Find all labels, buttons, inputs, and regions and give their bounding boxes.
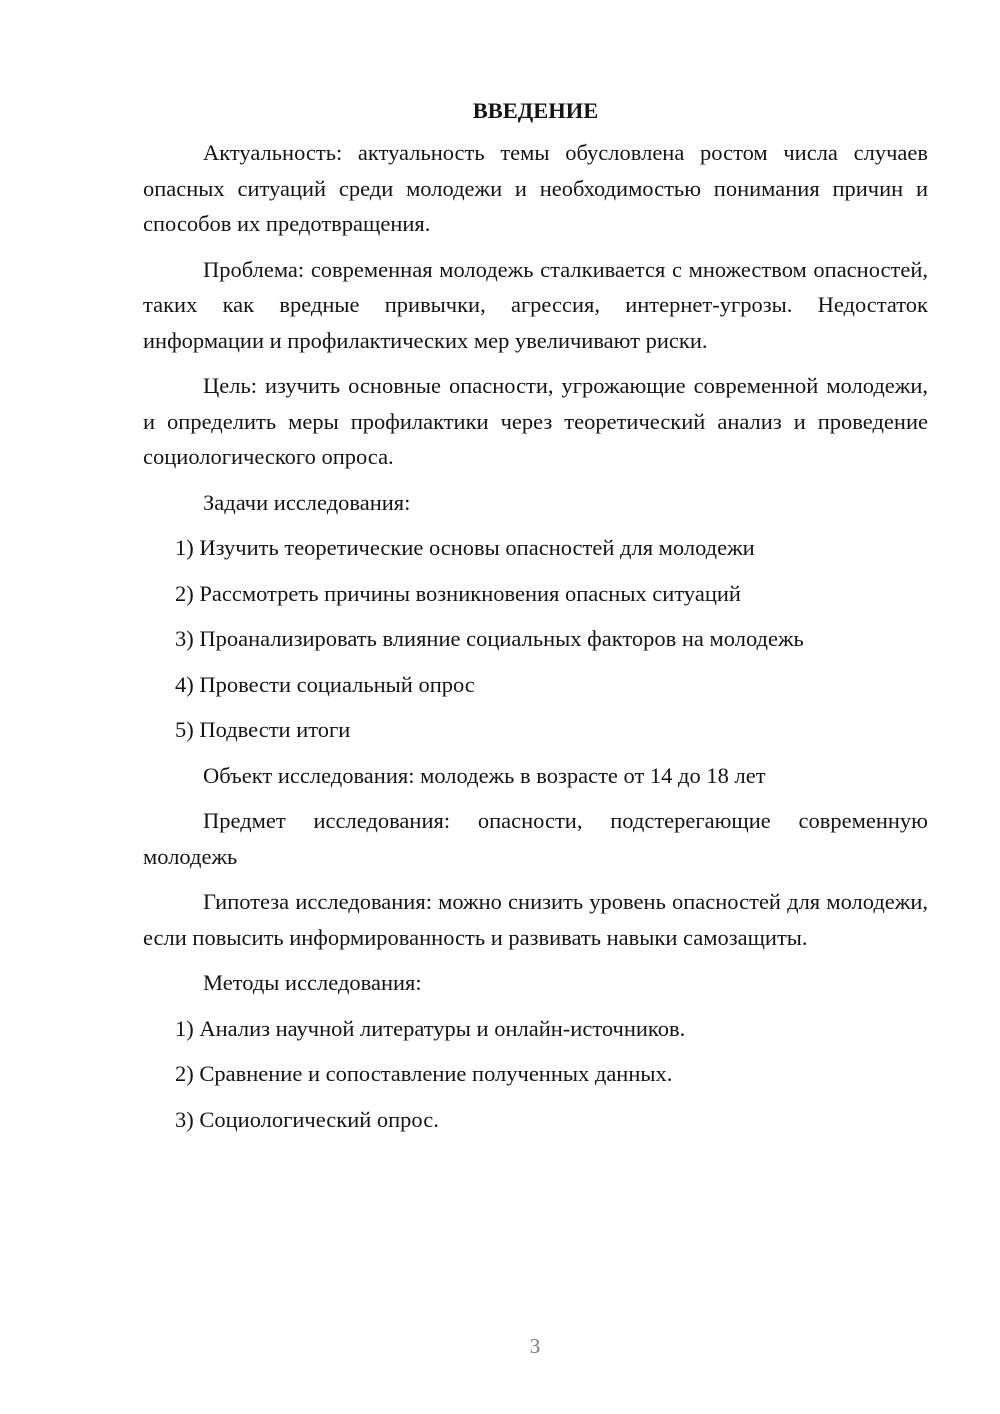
task-item: 4) Провести социальный опрос xyxy=(175,671,475,697)
method-item: 1) Анализ научной литературы и онлайн-источников. xyxy=(175,1015,686,1041)
object-paragraph: Объект исследования: молодежь в возрасте от 14 до 18 лет xyxy=(203,762,766,788)
task-item: 2) Рассмотреть причины возникновения опасных ситуаций xyxy=(175,580,741,606)
method-item: 2) Сравнение и сопоставление полученных данных. xyxy=(175,1061,673,1086)
task-item: 5) Подвести итоги xyxy=(175,717,351,742)
subject-paragraph: Предмет исследования: опасности, подстерегающие современную молодежь xyxy=(143,808,928,869)
hypothesis-paragraph: Гипотеза исследования: можно снизить уровень опасностей для молодежи, если повысить информированность и развивать навыки самозащиты. xyxy=(143,889,928,950)
page-number: 3 xyxy=(529,1334,541,1358)
relevance-paragraph: Актуальность: актуальность темы обусловлена ростом числа случаев опасных ситуаций среди молодежи и необходимостью понимания причин и способов их предотвращения. xyxy=(143,140,928,236)
goal-paragraph: Цель: изучить основные опасности, угрожающие современной молодежи, и определить меры профилактики через теоретический анализ и проведение социологического опроса. xyxy=(143,373,928,469)
methods-title: Методы исследования: xyxy=(203,970,422,995)
task-item: 3) Проанализировать влияние социальных факторов на молодежь xyxy=(175,626,804,651)
problem-paragraph: Проблема: современная молодежь сталкивается с множеством опасностей, таких как вредные привычки, агрессия, интернет-угрозы. Недостаток информации и профилактических мер увеличивают риски. xyxy=(143,256,928,353)
task-item: 1) Изучить теоретические основы опасностей для молодежи xyxy=(175,535,755,560)
tasks-title: Задачи исследования: xyxy=(203,489,411,515)
section-heading: ВВЕДЕНИЕ xyxy=(472,98,599,123)
page-content xyxy=(143,93,928,1147)
method-item: 3) Социологический опрос. xyxy=(175,1106,439,1132)
